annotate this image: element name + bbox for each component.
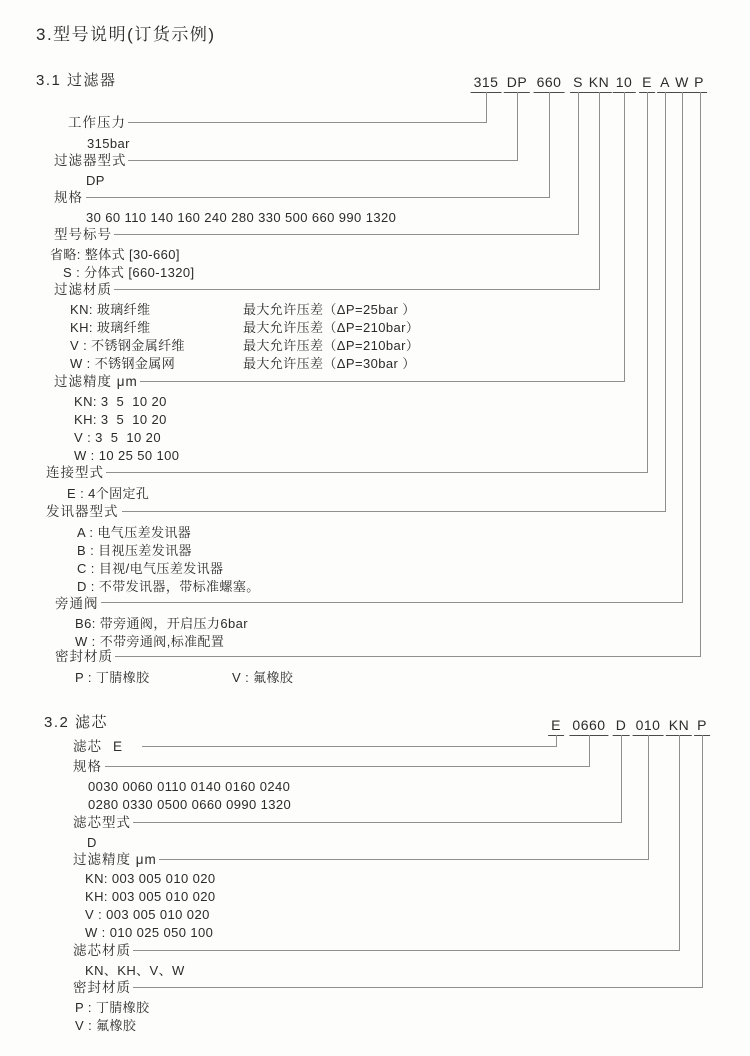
code-token-seal: P (691, 74, 707, 93)
media-name: W : 不锈钢金属网 (70, 356, 176, 371)
element-size-line: 0280 0330 0500 0660 0990 1320 (88, 797, 292, 812)
precision-item: V : 3 5 10 20 (74, 430, 161, 445)
code-token-size: 660 (534, 74, 565, 93)
label-precision: 过滤精度 μm (54, 374, 138, 389)
indicator-item: D : 不带发讯器，带标准螺塞。 (77, 579, 260, 594)
code-token-element-media: KN (666, 717, 692, 736)
label-connection: 连接型式 (46, 465, 104, 480)
media-name: KH: 玻璃纤维 (70, 320, 151, 335)
label-model-mark: 型号标号 (54, 227, 112, 242)
value-working-pressure: 315bar (87, 136, 130, 151)
connector-element-seal (133, 735, 703, 988)
label-element-material: 滤芯材质 (73, 943, 131, 958)
value-element-material: KN、KH、V、W (85, 963, 185, 978)
media-detail: 最大允许压差（ΔP=210bar） (243, 338, 420, 353)
element-seal-item: V : 氟橡胶 (75, 1018, 137, 1033)
code-token-type: DP (504, 74, 530, 93)
label-element-type: 滤芯型式 (73, 815, 131, 830)
media-name: V : 不锈钢金属纤维 (70, 338, 185, 353)
code-token-element: E (548, 717, 564, 736)
label-element-precision: 过滤精度 μm (73, 852, 157, 867)
code-token-media: KN (586, 74, 612, 93)
model-mark-item: S : 分体式 [660-1320] (63, 265, 195, 280)
label-element-size: 规格 (73, 759, 102, 774)
precision-item: KH: 3 5 10 20 (74, 412, 167, 427)
value-element-type: D (87, 835, 97, 850)
code-token-bypass: W (672, 74, 692, 93)
value-filter-type: DP (86, 173, 105, 188)
element-precision-item: KN: 003 005 010 020 (85, 871, 216, 886)
label-indicator: 发讯器型式 (46, 504, 119, 519)
media-detail: 最大允许压差（ΔP=25bar ） (243, 302, 416, 317)
label-size: 规格 (54, 190, 83, 205)
code-token-connection: E (639, 74, 655, 93)
indicator-item: A : 电气压差发讯器 (77, 525, 192, 540)
element-size-line: 0030 0060 0110 0140 0160 0240 (88, 779, 291, 794)
media-detail: 最大允许压差（ΔP=210bar） (243, 320, 420, 335)
label-seal: 密封材质 (55, 649, 113, 664)
model-mark-item: 省略: 整体式 [30-660] (50, 247, 180, 262)
precision-item: W : 10 25 50 100 (74, 448, 180, 463)
section-3-1-heading: 3.1 过滤器 (36, 72, 117, 89)
code-token-element-prec: 010 (633, 717, 664, 736)
label-filter-type: 过滤器型式 (54, 153, 127, 168)
seal-option-p: P : 丁腈橡胶 (75, 670, 150, 685)
element-precision-item: KH: 003 005 010 020 (85, 889, 216, 904)
element-precision-item: V : 003 005 010 020 (85, 907, 210, 922)
code-token-pressure: 315 (471, 74, 502, 93)
connection-item: E : 4个固定孔 (67, 486, 150, 501)
element-precision-item: W : 010 025 050 100 (85, 925, 214, 940)
code-token-precision: 10 (613, 74, 636, 93)
media-name: KN: 玻璃纤维 (70, 302, 151, 317)
element-seal-item: P : 丁腈橡胶 (75, 1000, 150, 1015)
value-element: E (113, 739, 124, 754)
precision-item: KN: 3 5 10 20 (74, 394, 167, 409)
bypass-item: B6: 带旁通阀，开启压力6bar (75, 616, 248, 631)
label-element-seal: 密封材质 (73, 980, 131, 995)
seal-option-v: V : 氟橡胶 (232, 670, 294, 685)
bypass-item: W : 不带旁通阀,标准配置 (75, 634, 225, 649)
label-media: 过滤材质 (54, 282, 112, 297)
code-token-element-type: D (613, 717, 630, 736)
value-size-list: 30 60 110 140 160 240 280 330 500 660 990 1320 (86, 210, 397, 225)
indicator-item: B : 目视压差发讯器 (77, 543, 192, 558)
section-3-2-heading: 3.2 滤芯 (44, 714, 109, 731)
indicator-item: C : 目视/电气压差发讯器 (77, 561, 224, 576)
label-element: 滤芯 (73, 739, 102, 754)
label-bypass: 旁通阀 (55, 596, 99, 611)
code-token-element-seal: P (694, 717, 710, 736)
page-title: 3.型号说明(订货示例) (36, 25, 216, 44)
media-detail: 最大允许压差（ΔP=30bar ） (243, 356, 416, 371)
code-token-element-size: 0660 (569, 717, 608, 736)
code-token-indicator: A (657, 74, 673, 93)
code-token-mark: S (570, 74, 586, 93)
label-working-pressure: 工作压力 (68, 115, 126, 130)
